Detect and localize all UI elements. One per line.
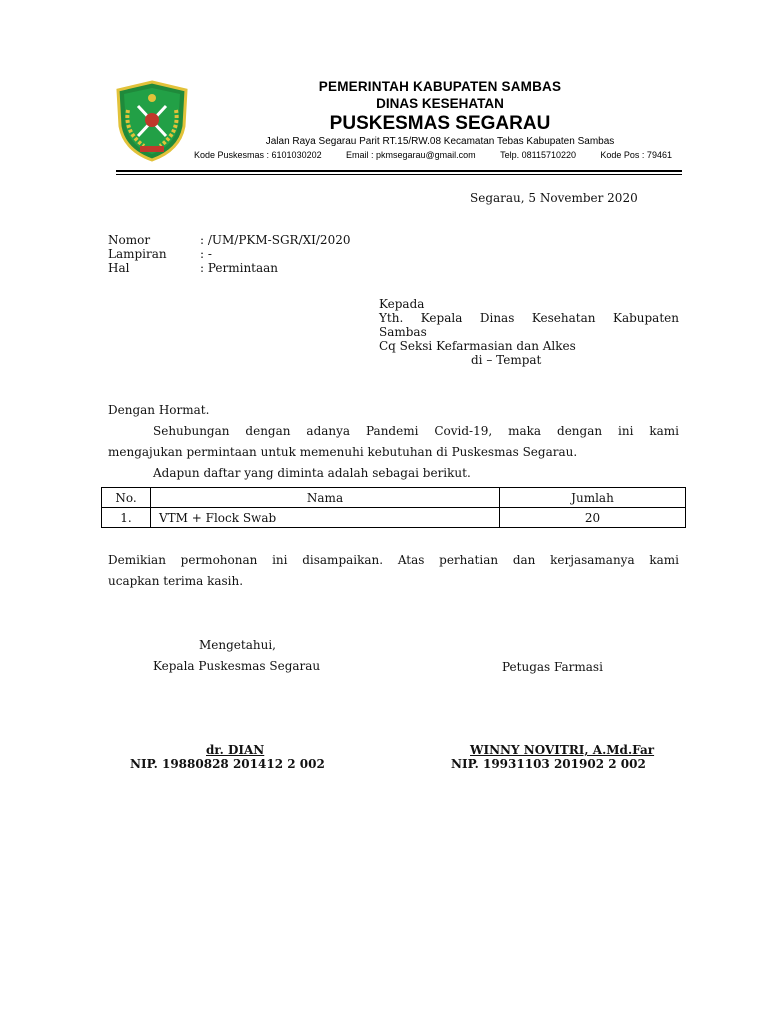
letter-date: Segarau, 5 November 2020 xyxy=(470,191,638,205)
hal-value: : Permintaan xyxy=(200,261,279,275)
sign-right-nip: NIP. 19931103 201902 2 002 xyxy=(451,757,646,771)
letterhead-email: Email : pkmsegarau@gmail.com xyxy=(346,150,476,160)
paragraph1-line2: mengajukan permintaan untuk memenuhi kebutuhan di Puskesmas Segarau. xyxy=(108,445,578,459)
sign-left-nip: NIP. 19880828 201412 2 002 xyxy=(130,757,325,771)
nomor-value: : /UM/PKM-SGR/XI/2020 xyxy=(200,233,351,247)
letterhead-puskesmas: PUSKESMAS SEGARAU xyxy=(329,113,551,134)
paragraph2: Adapun daftar yang diminta adalah sebagai berikut. xyxy=(153,466,471,480)
sign-mengetahui: Mengetahui, xyxy=(199,638,276,652)
recipient-kepada: Kepada xyxy=(379,297,425,311)
letterhead-kodepos: Kode Pos : 79461 xyxy=(600,150,672,160)
header-nama: Nama xyxy=(151,488,500,508)
sambas-regency-emblem-icon xyxy=(114,80,190,162)
header-no: No. xyxy=(102,488,151,508)
letterhead-contacts xyxy=(194,149,680,162)
letterhead-department: DINAS KESEHATAN xyxy=(376,96,504,111)
lampiran-value: : - xyxy=(200,247,212,261)
closing-line1: Demikian permohonan ini disampaikan. Atas perhatian dan kerjasamanya kami xyxy=(108,553,679,567)
letterhead-rule-thin xyxy=(116,174,682,175)
greeting: Dengan Hormat. xyxy=(108,403,210,417)
recipient-cq: Cq Seksi Kefarmasian dan Alkes xyxy=(379,339,576,353)
sign-right-name: WINNY NOVITRI, A.Md.Far xyxy=(470,743,655,757)
closing-line2: ucapkan terima kasih. xyxy=(108,574,244,588)
row-no: 1. xyxy=(102,508,151,528)
letterhead-address: Jalan Raya Segarau Parit RT.15/RW.08 Kecamatan Tebas Kabupaten Sambas xyxy=(265,136,615,147)
letterhead-telp: Telp. 08115710220 xyxy=(500,150,576,160)
recipient-tempat: di – Tempat xyxy=(471,353,542,367)
request-table xyxy=(101,487,686,528)
letterhead-government: PEMERINTAH KABUPATEN SAMBAS xyxy=(318,79,562,94)
lampiran-label: Lampiran xyxy=(108,247,167,261)
recipient-yth: Yth. Kepala Dinas Kesehatan Kabupaten xyxy=(379,311,679,325)
table-row xyxy=(102,508,686,528)
sign-left-title: Kepala Puskesmas Segarau xyxy=(153,659,321,673)
row-jumlah: 20 xyxy=(500,508,686,528)
letterhead-kode: Kode Puskesmas : 6101030202 xyxy=(194,150,322,160)
header-jumlah: Jumlah xyxy=(500,488,686,508)
letterhead xyxy=(194,78,680,162)
sign-right-title: Petugas Farmasi xyxy=(502,660,603,674)
paragraph1-line1: Sehubungan dengan adanya Pandemi Covid-19, maka dengan ini kami xyxy=(153,424,679,438)
nomor-label: Nomor xyxy=(108,233,151,247)
table-header-row xyxy=(102,488,686,508)
row-nama: VTM + Flock Swab xyxy=(151,508,500,528)
letterhead-rule-thick xyxy=(116,170,682,172)
sign-left-name: dr. DIAN xyxy=(206,743,265,757)
recipient-sambas: Sambas xyxy=(379,325,427,339)
hal-label: Hal xyxy=(108,261,130,275)
